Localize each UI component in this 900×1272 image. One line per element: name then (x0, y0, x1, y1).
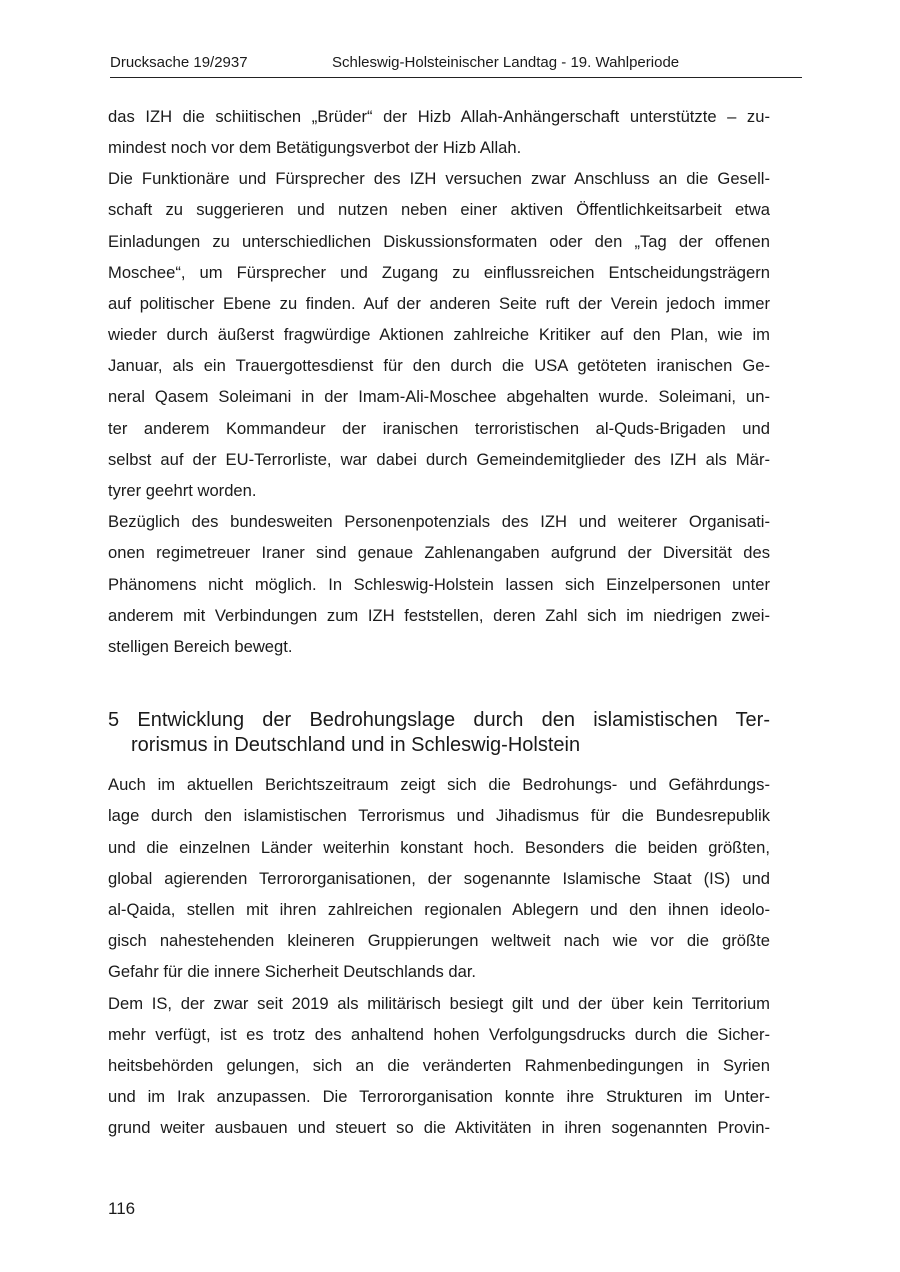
text-line: Einladungen zu unterschiedlichen Diskussionsformaten oder den „Tag der offenen (108, 232, 770, 251)
text-line: Auch im aktuellen Berichtszeitraum zeigt sich die Bedrohungs- und Gefährdungs- (108, 775, 770, 794)
text-line: auf politischer Ebene zu finden. Auf der anderen Seite ruft der Verein jedoch immer (108, 294, 770, 313)
header-title: Schleswig-Holsteinischer Landtag - 19. Wahlperiode (332, 54, 680, 71)
section-heading-line-2: rorismus in Deutschland und in Schleswig-Holstein (131, 734, 581, 756)
text-line: Gefahr für die innere Sicherheit Deutschlands dar. (108, 962, 477, 981)
text-line: al-Qaida, stellen mit ihren zahlreichen regionalen Ablegern und den ihnen ideolo- (108, 900, 770, 919)
text-line: Januar, als ein Trauergottesdienst für den durch die USA getöteten iranischen Ge- (108, 356, 770, 375)
text-line: das IZH die schiitischen „Brüder“ der Hizb Allah-Anhängerschaft unterstützte – zu- (108, 107, 770, 126)
text-line: schaft zu suggerieren und nutzen neben einer aktiven Öffentlichkeitsarbeit etwa (108, 200, 770, 219)
text-line: stelligen Bereich bewegt. (108, 637, 293, 656)
text-line: heitsbehörden gelungen, sich an die veränderten Rahmenbedingungen in Syrien (108, 1056, 770, 1075)
text-line: tyrer geehrt worden. (108, 481, 257, 500)
text-line: ter anderem Kommandeur der iranischen terroristischen al-Quds-Brigaden und (108, 419, 770, 438)
page-header (110, 51, 802, 78)
text-line: grund weiter ausbauen und steuert so die Aktivitäten in ihren sogenannten Provin- (108, 1118, 770, 1137)
text-line: onen regimetreuer Iraner sind genaue Zahlenangaben aufgrund der Diversität des (108, 543, 770, 562)
text-line: Bezüglich des bundesweiten Personenpotenzials des IZH und weiterer Organisati- (108, 512, 770, 531)
text-line: wieder durch äußerst fragwürdige Aktionen zahlreiche Kritiker auf den Plan, wie im (108, 325, 770, 344)
text-line: und die einzelnen Länder weiterhin konstant hoch. Besonders die beiden größten, (108, 838, 770, 857)
text-line: global agierenden Terrororganisationen, der sogenannte Islamische Staat (IS) und (108, 869, 770, 888)
text-line: anderem mit Verbindungen zum IZH feststellen, deren Zahl sich im niedrigen zwei- (108, 606, 770, 625)
text-line: selbst auf der EU-Terrorliste, war dabei durch Gemeindemitglieder des IZH als Mär- (108, 450, 770, 469)
text-line: lage durch den islamistischen Terrorismus und Jihadismus für die Bundesrepublik (108, 806, 770, 825)
document-number: Drucksache 19/2937 (110, 54, 248, 71)
text-line: neral Qasem Soleimani in der Imam-Ali-Moschee abgehalten wurde. Soleimani, un- (108, 387, 770, 406)
section-heading-line-1: 5 Entwicklung der Bedrohungslage durch den islamistischen Ter- (108, 709, 770, 731)
text-line: und im Irak anzupassen. Die Terrororganisation konnte ihre Strukturen im Unter- (108, 1087, 770, 1106)
text-line: mehr verfügt, ist es trotz des anhaltend hohen Verfolgungsdrucks durch die Sicher- (108, 1025, 770, 1044)
text-line: Dem IS, der zwar seit 2019 als militärisch besiegt gilt und der über kein Territorium (108, 994, 770, 1013)
text-line: Moschee“, um Fürsprecher und Zugang zu einflussreichen Entscheidungsträgern (108, 263, 770, 282)
page-number: 116 (108, 1199, 136, 1218)
text-line: Die Funktionäre und Fürsprecher des IZH versuchen zwar Anschluss an die Gesell- (108, 169, 770, 188)
text-line: mindest noch vor dem Betätigungsverbot der Hizb Allah. (108, 138, 522, 157)
text-line: gisch nahestehenden kleineren Gruppierungen weltweit nach wie vor die größte (108, 931, 770, 950)
text-line: Phänomens nicht möglich. In Schleswig-Holstein lassen sich Einzelpersonen unter (108, 575, 770, 594)
